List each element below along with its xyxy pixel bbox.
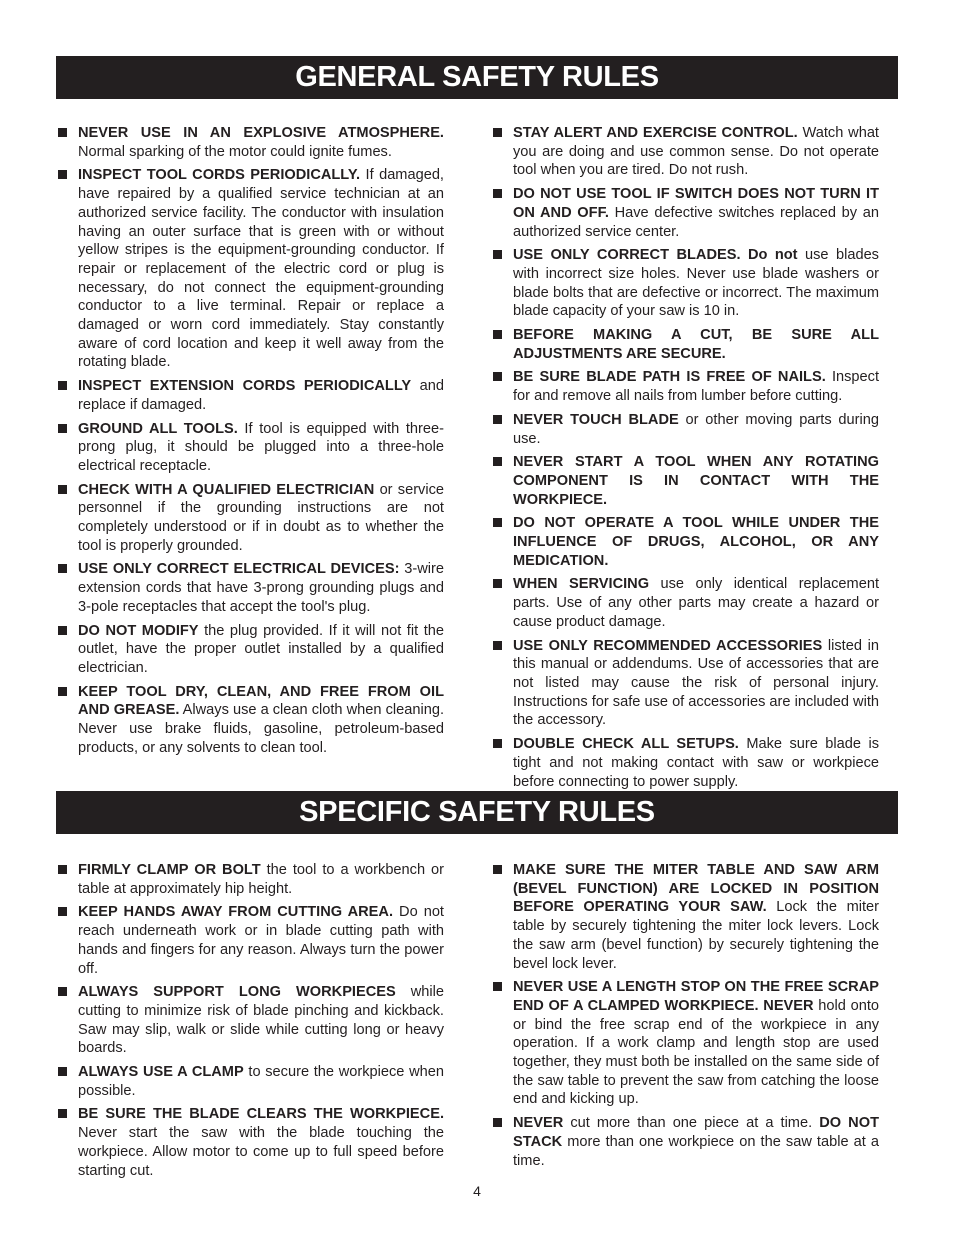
rule-blade-path-free-of-nails: BE SURE BLADE PATH IS FREE OF NAILS. Inspect for and remove all nails from lumber before cutting.	[491, 368, 879, 405]
bullet-square-icon	[58, 626, 67, 635]
rule-double-check-setups: DOUBLE CHECK ALL SETUPS. Make sure blade is tight and not making contact with saw or workpiece before connecting to power supply.	[491, 735, 879, 791]
bullet-square-icon	[58, 564, 67, 573]
bullet-square-icon	[493, 1118, 502, 1127]
bullet-square-icon	[58, 424, 67, 433]
bullet-square-icon	[493, 518, 502, 527]
rule-ground-all-tools: GROUND ALL TOOLS. If tool is equipped with three-prong plug, it should be plugged into a three-hole electrical receptacle.	[56, 420, 444, 476]
rule-blade-clears-workpiece: BE SURE THE BLADE CLEARS THE WORKPIECE. Never start the saw with the blade touching the workpiece. Allow motor to come up to full speed before starting cut.	[56, 1105, 444, 1180]
specific-rules-right-column	[491, 861, 879, 1175]
bullet-square-icon	[493, 189, 502, 198]
bullet-square-icon	[493, 457, 502, 466]
bullet-square-icon	[58, 485, 67, 494]
page-number: 4	[473, 1183, 481, 1199]
general-rules-left-column	[56, 124, 444, 763]
rule-rotating-component-contact: NEVER START A TOOL WHEN ANY ROTATING COMPONENT IS IN CONTACT WITH THE WORKPIECE.	[491, 453, 879, 509]
bullet-square-icon	[493, 982, 502, 991]
bullet-square-icon	[58, 170, 67, 179]
rule-when-servicing: WHEN SERVICING use only identical replacement parts. Use of any other parts may create a hazard or cause product damage.	[491, 575, 879, 631]
rule-correct-blades: USE ONLY CORRECT BLADES. Do not use blades with incorrect size holes. Never use blade washers or blade bolts that are defective or incorrect. The maximum blade capacity of your saw is 10 in.	[491, 246, 879, 321]
bullet-square-icon	[58, 865, 67, 874]
bullet-square-icon	[493, 865, 502, 874]
rule-inspect-tool-cords: INSPECT TOOL CORDS PERIODICALLY. If damaged, have repaired by a qualified service technician at an authorized service facility. The conductor with insulation having an outer surface that is green with or without yellow stripes is the equipment-grounding conductor. If repair or replacement of the electric cord or plug is necessary, do not connect the equipment-grounding conductor to a live terminal. Repair or replace a damaged or worn cord immediately. Stay constantly aware of cord location and keep it well away from the rotating blade.	[56, 166, 444, 372]
bullet-square-icon	[58, 687, 67, 696]
bullet-square-icon	[58, 1109, 67, 1118]
bullet-square-icon	[493, 250, 502, 259]
rule-do-not-modify-plug: DO NOT MODIFY the plug provided. If it will not fit the outlet, have the proper outlet installed by a qualified electrician.	[56, 622, 444, 678]
bullet-square-icon	[493, 415, 502, 424]
rule-correct-electrical-devices: USE ONLY CORRECT ELECTRICAL DEVICES: 3-wire extension cords that have 3-prong grounding plugs and 3-pole receptacles that accept the tool's plug.	[56, 560, 444, 616]
bullet-square-icon	[58, 128, 67, 137]
bullet-square-icon	[493, 739, 502, 748]
rule-switch-check: DO NOT USE TOOL IF SWITCH DOES NOT TURN IT ON AND OFF. Have defective switches replaced by an authorized service center.	[491, 185, 879, 241]
bullet-square-icon	[493, 330, 502, 339]
rule-always-use-clamp: ALWAYS USE A CLAMP to secure the workpiece when possible.	[56, 1063, 444, 1100]
rule-firmly-clamp-or-bolt: FIRMLY CLAMP OR BOLT the tool to a workbench or table at approximately hip height.	[56, 861, 444, 898]
general-rules-right-column	[491, 124, 879, 796]
rule-hands-away-from-cutting-area: KEEP HANDS AWAY FROM CUTTING AREA. Do not reach underneath work or in blade cutting path with hands and fingers for any reason. Always turn the power off.	[56, 903, 444, 978]
general-safety-rules-heading: GENERAL SAFETY RULES	[56, 56, 898, 99]
bullet-square-icon	[493, 579, 502, 588]
rule-keep-tool-dry-clean: KEEP TOOL DRY, CLEAN, AND FREE FROM OIL AND GREASE. Always use a clean cloth when cleaning. Never use brake fluids, gasoline, petroleum-based products, or any solvents to clean tool.	[56, 683, 444, 758]
rule-stay-alert: STAY ALERT AND EXERCISE CONTROL. Watch what you are doing and use common sense. Do not operate tool when you are tired. Do not rush.	[491, 124, 879, 180]
bullet-square-icon	[493, 641, 502, 650]
bullet-square-icon	[493, 128, 502, 137]
rule-recommended-accessories: USE ONLY RECOMMENDED ACCESSORIES listed in this manual or addendums. Use of accessories that are not listed may cause the risk of personal injury. Instructions for safe use of accessories are included with the accessory.	[491, 637, 879, 731]
rule-adjustments-secure: BEFORE MAKING A CUT, BE SURE ALL ADJUSTMENTS ARE SECURE.	[491, 326, 879, 363]
bullet-square-icon	[58, 1067, 67, 1076]
rule-qualified-electrician: CHECK WITH A QUALIFIED ELECTRICIAN or service personnel if the grounding instructions are not completely understood or if in doubt as to whether the tool is properly grounded.	[56, 481, 444, 556]
rule-never-touch-blade: NEVER TOUCH BLADE or other moving parts during use.	[491, 411, 879, 448]
bullet-square-icon	[58, 907, 67, 916]
rule-miter-table-locked: MAKE SURE THE MITER TABLE AND SAW ARM (BEVEL FUNCTION) ARE LOCKED IN POSITION BEFORE OPERATING YOUR SAW. Lock the miter table by securely tightening the miter lock levers. Lock the saw arm (bevel function) by securely tightening the bevel lock lever.	[491, 861, 879, 973]
specific-rules-left-column	[56, 861, 444, 1185]
bullet-square-icon	[493, 372, 502, 381]
rule-explosive-atmosphere: NEVER USE IN AN EXPLOSIVE ATMOSPHERE. Normal sparking of the motor could ignite fumes.	[56, 124, 444, 161]
bullet-square-icon	[58, 381, 67, 390]
rule-inspect-extension-cords: INSPECT EXTENSION CORDS PERIODICALLY and replace if damaged.	[56, 377, 444, 414]
bullet-square-icon	[58, 987, 67, 996]
rule-support-long-workpieces: ALWAYS SUPPORT LONG WORKPIECES while cutting to minimize risk of blade pinching and kickback. Saw may slip, walk or slide while cutting long or heavy boards.	[56, 983, 444, 1058]
rule-length-stop-free-scrap: NEVER USE A LENGTH STOP ON THE FREE SCRAP END OF A CLAMPED WORKPIECE. NEVER hold onto or bind the free scrap end of the workpiece in any operation. If a work clamp and length stop are used together, they must both be installed on the same side of the saw table to prevent the saw from catching the loose end and kicking up.	[491, 978, 879, 1109]
specific-safety-rules-heading: SPECIFIC SAFETY RULES	[56, 791, 898, 834]
rule-one-piece-at-a-time: NEVER cut more than one piece at a time. DO NOT STACK more than one workpiece on the saw table at a time.	[491, 1114, 879, 1170]
rule-drugs-alcohol: DO NOT OPERATE A TOOL WHILE UNDER THE INFLUENCE OF DRUGS, ALCOHOL, OR ANY MEDICATION.	[491, 514, 879, 570]
